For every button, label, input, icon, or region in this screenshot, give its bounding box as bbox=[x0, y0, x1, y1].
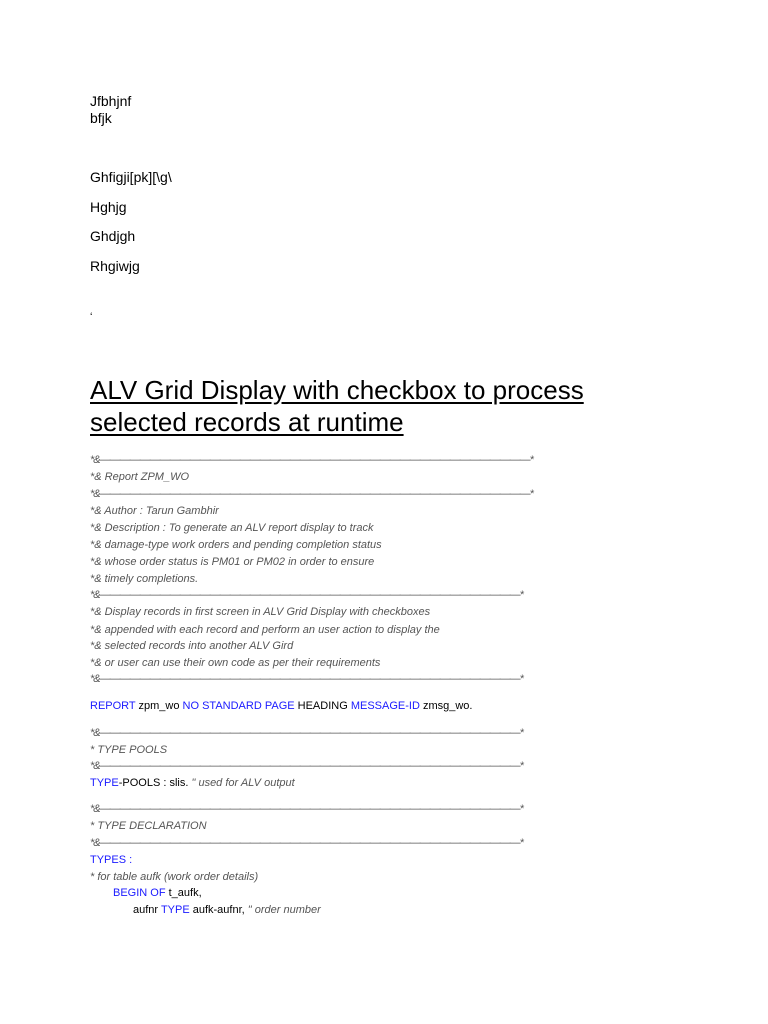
note-line: Hghjg bbox=[90, 199, 127, 215]
comment-line: *& Display records in first screen in ALV Grid Display with checkboxes bbox=[90, 606, 431, 618]
comment-line: * for table aufk (work order details) bbox=[90, 871, 259, 883]
identifier: HEADING bbox=[294, 700, 351, 712]
keyword: BEGIN OF bbox=[113, 887, 166, 899]
type-pools-statement bbox=[90, 778, 295, 789]
report-statement bbox=[90, 701, 472, 712]
comment-line: *& whose order status is PM01 or PM02 in order to ensure bbox=[90, 556, 375, 568]
identifier: t_aufk, bbox=[165, 887, 202, 899]
note-line: bfjk bbox=[90, 110, 112, 126]
keyword: NO STANDARD PAGE bbox=[182, 700, 295, 712]
page-title-line-2: selected records at runtime bbox=[90, 407, 404, 437]
note-mark: ‘ bbox=[90, 311, 93, 323]
keyword: TYPE bbox=[90, 777, 119, 789]
comment-separator: *&——————————————————————————————————————————* bbox=[90, 760, 523, 772]
comment-separator: *&——————————————————————————————————————————* bbox=[90, 803, 523, 815]
identifier: aufk-aufnr, bbox=[189, 904, 248, 916]
identifier: zpm_wo bbox=[135, 700, 183, 712]
comment-separator: *&——————————————————————————————————————————* bbox=[90, 837, 523, 849]
note-line: Ghfigji[pk][\g\ bbox=[90, 169, 172, 185]
comment-separator: *&——————————————————————————————————————————* bbox=[90, 727, 523, 739]
page-title-line-1: ALV Grid Display with checkbox to process bbox=[90, 375, 584, 405]
comment-line: *& Report ZPM_WO bbox=[90, 471, 190, 483]
comment-separator: *&———————————————————————————————————————————* bbox=[90, 488, 533, 500]
section-comment: * TYPE POOLS bbox=[90, 744, 168, 756]
field-declaration bbox=[133, 905, 321, 916]
types-keyword: TYPES : bbox=[90, 854, 133, 866]
comment-line: *& Author : Tarun Gambhir bbox=[90, 505, 219, 517]
keyword: REPORT bbox=[90, 700, 136, 712]
begin-of-statement bbox=[113, 888, 202, 899]
inline-comment: " order number bbox=[247, 904, 321, 916]
comment-line: *& selected records into another ALV Gird bbox=[90, 640, 294, 652]
comment-separator: *&——————————————————————————————————————————* bbox=[90, 589, 523, 601]
comment-line: *& timely completions. bbox=[90, 573, 199, 585]
inline-comment: " used for ALV output bbox=[191, 777, 295, 789]
comment-line: *& or user can use their own code as per their requirements bbox=[90, 657, 381, 669]
comment-line: *& appended with each record and perform an user action to display the bbox=[90, 624, 440, 636]
identifier: zmsg_wo. bbox=[419, 700, 473, 712]
identifier: aufnr bbox=[133, 904, 161, 916]
identifier: -POOLS : slis. bbox=[118, 777, 192, 789]
note-line: Ghdjgh bbox=[90, 228, 136, 244]
keyword: TYPE bbox=[160, 904, 190, 916]
keyword: MESSAGE-ID bbox=[350, 700, 420, 712]
comment-separator: *&———————————————————————————————————————————* bbox=[90, 454, 533, 466]
comment-separator: *&——————————————————————————————————————————* bbox=[90, 673, 523, 685]
note-line: Jfbhjnf bbox=[90, 93, 132, 109]
comment-line: *& damage-type work orders and pending completion status bbox=[90, 539, 382, 551]
note-line: Rhgiwjg bbox=[90, 258, 140, 274]
section-comment: * TYPE DECLARATION bbox=[90, 820, 207, 832]
comment-line: *& Description : To generate an ALV report display to track bbox=[90, 522, 374, 534]
